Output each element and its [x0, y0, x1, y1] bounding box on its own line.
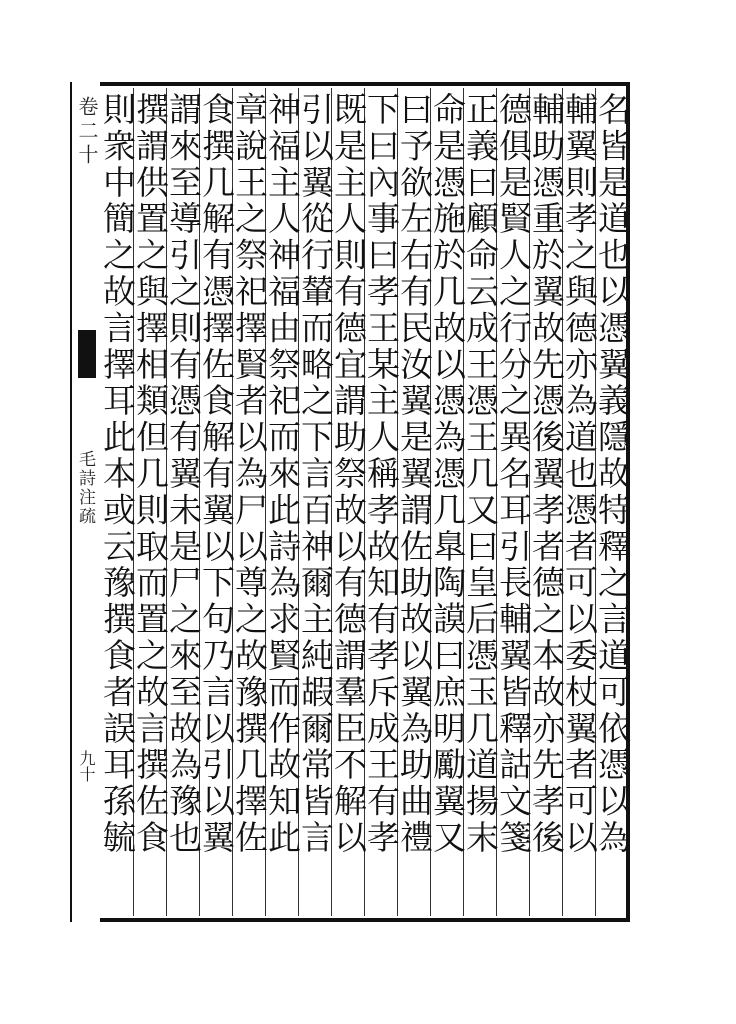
text-column-10: 引以翼從行輦而略之下言百神爾主純嘏爾常皆言 — [296, 92, 335, 857]
text-column-13: 食撰几解有憑擇佐食解有翼以下句乃言以引以翼 — [197, 92, 236, 857]
text-column-14: 謂來至導引之則有憑有翼未是尸之來至故為豫也 — [164, 92, 203, 857]
text-column-16: 則衆中簡之故言擇耳此本或云豫撰食者誤耳孫毓 — [98, 92, 137, 857]
text-column-7: 曰予欲左右有民汝翼是翼謂佐助故以翼為助曲禮 — [395, 92, 434, 857]
text-column-9: 既是主人則有德宜謂助祭故以有德謂羣臣不解以 — [329, 92, 368, 857]
text-column-12: 章說王之祭祀擇賢者以為尸以尊之故豫撰几擇佐 — [230, 92, 269, 857]
text-column-8: 下曰內事曰孝王某主人稱孝故知有孝斥成王有孝 — [362, 92, 401, 857]
text-column-15: 撰謂供置之與擇相類但几則取而置之故言撰佐食 — [131, 92, 170, 857]
text-column-2: 輔翼則孝之與德亦為道也憑者可以委杖翼者可以 — [560, 92, 599, 857]
margin-top-text: 卷二十 — [75, 96, 99, 168]
margin-book-title: 毛詩注疏 — [75, 450, 95, 526]
text-column-5: 正義曰顧命云成王憑王几又曰皇后憑玉几道揚末 — [461, 92, 500, 857]
text-column-1: 名皆是道也以憑翼義隱故特釋之言道可依憑以為 — [593, 92, 632, 857]
margin-black-block — [78, 330, 96, 378]
text-column-11: 神福主人神福由祭祀而來此詩為求賢而作故知此 — [263, 92, 302, 857]
text-column-4: 德俱是賢人之行分之異名耳引長輔翼皆釋詁文箋 — [494, 92, 533, 857]
text-column-6: 命是憑施於几故以憑為憑几臯陶謨曰庶明勵翼又 — [428, 92, 467, 857]
margin-page-number: 九十 — [77, 750, 96, 782]
text-column-3: 輔助憑重於翼故先憑後翼孝者德之本故亦先孝後 — [527, 92, 566, 857]
